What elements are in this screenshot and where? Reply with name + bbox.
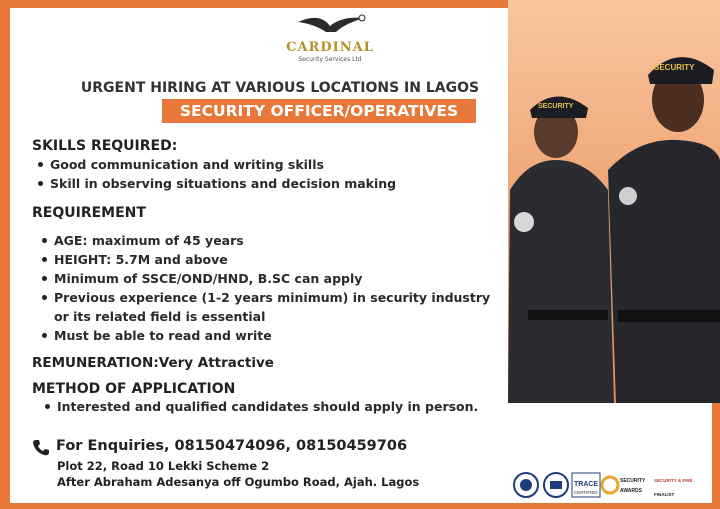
remuneration-label: REMUNERATION: bbox=[32, 355, 159, 371]
bullet-icon bbox=[45, 404, 50, 409]
headline: URGENT HIRING AT VARIOUS LOCATIONS IN LAGOS bbox=[80, 80, 480, 96]
requirement-item: Must be able to read and write bbox=[42, 328, 272, 343]
requirement-item: AGE: maximum of 45 years bbox=[42, 233, 244, 248]
eagle-icon bbox=[280, 10, 380, 42]
bullet-icon bbox=[42, 238, 47, 243]
requirement-item: Previous experience (1-2 years minimum) in security industry bbox=[42, 290, 490, 305]
address-line-2: After Abraham Adesanya off Ogumbo Road, Ajah. Lagos bbox=[57, 475, 420, 489]
bullet-icon bbox=[42, 295, 47, 300]
phone-icon bbox=[32, 439, 50, 457]
bullet-icon bbox=[42, 276, 47, 281]
remuneration bbox=[32, 355, 274, 371]
company-logo bbox=[280, 10, 380, 70]
svg-text:SECURITY: SECURITY bbox=[620, 478, 646, 484]
brand-subtitle: Security Services Ltd bbox=[298, 56, 362, 63]
enquiries-phone-numbers: For Enquiries, 08150474096, 08150459706 bbox=[56, 438, 408, 454]
requirement-item: Minimum of SSCE/OND/HND, B.SC can apply bbox=[42, 271, 362, 286]
security-officers-photo bbox=[508, 0, 720, 403]
bullet-icon bbox=[42, 333, 47, 338]
position-title: SECURITY OFFICER/OPERATIVES bbox=[162, 99, 476, 123]
frame-bottom-border bbox=[0, 503, 720, 509]
application-heading: METHOD OF APPLICATION bbox=[32, 381, 236, 397]
skills-heading: SKILLS REQUIRED: bbox=[32, 138, 178, 154]
skill-item: Skill in observing situations and decision making bbox=[38, 176, 396, 191]
address-line-1: Plot 22, Road 10 Lekki Scheme 2 bbox=[57, 459, 270, 473]
remuneration-value: Very Attractive bbox=[158, 355, 274, 371]
skill-item: Good communication and writing skills bbox=[38, 157, 324, 172]
brand-name: CARDINAL bbox=[286, 40, 374, 55]
bullet-icon bbox=[38, 162, 43, 167]
svg-text:AWARDS: AWARDS bbox=[620, 488, 642, 494]
right-cap-label: SECURITY bbox=[654, 63, 695, 72]
awards-medal-icon bbox=[602, 477, 618, 493]
svg-text:CERTIFIED: CERTIFIED bbox=[574, 490, 598, 495]
requirement-heading: REQUIREMENT bbox=[32, 205, 146, 221]
certification-badges bbox=[512, 470, 712, 502]
bullet-icon bbox=[38, 181, 43, 186]
svg-text:TRACE: TRACE bbox=[574, 481, 599, 488]
frame-left-border bbox=[0, 0, 10, 509]
application-item: Interested and qualified candidates should apply in person. bbox=[45, 399, 478, 414]
requirement-item-continued: or its related field is essential bbox=[54, 309, 266, 324]
bullet-icon bbox=[42, 257, 47, 262]
svg-text:FINALIST: FINALIST bbox=[654, 492, 675, 497]
left-cap-label: SECURITY bbox=[538, 103, 574, 110]
requirement-item: HEIGHT: 5.7M and above bbox=[42, 252, 228, 267]
svg-text:SECURITY & FIRE: SECURITY & FIRE bbox=[654, 478, 693, 483]
